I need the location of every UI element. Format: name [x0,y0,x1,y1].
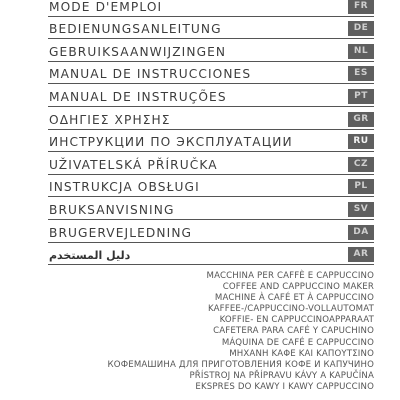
product-name-line: КОФЕМАШИНА ДЛЯ ПРИГОТОВЛЕНИЯ КОФЕ И КАПУЧИНО [107,359,374,370]
language-row-gr [48,107,374,130]
language-title: MANUAL DE INSTRUÇÕES [49,89,227,104]
language-title: دليل المستخدم [49,249,131,263]
language-code-badge: ES [348,66,374,81]
language-title: BRUGERVEJLEDNING [49,225,193,240]
language-row-de [48,17,374,40]
product-name-line: EKSPRES DO KAWY I KAWY CAPPUCCINO [195,381,374,392]
language-code-badge: AR [348,247,374,262]
language-row-da [48,220,374,243]
language-row-ru [48,130,374,153]
product-name-line: KOFFIE- EN CAPPUCCINOAPPARAAT [219,315,374,326]
language-row-cz [48,152,374,175]
product-name-line: KAFFEE-/CAPPUCCINO-VOLLAUTOMAT [207,304,374,315]
product-name-line: ΜΗΧΑΝΗ ΚΑΦΕ ΚΑΙ ΚΑΠΟΥΤΣΙΝΟ [229,348,374,359]
product-name-line: MACHINE À CAFÉ ET À CAPPUCCINO [214,293,374,304]
language-code-badge: DE [348,21,374,36]
language-row-sv [48,197,374,220]
product-name-line: COFFEE AND CAPPUCCINO MAKER [222,282,374,293]
product-name-line: MACCHINA PER CAFFÈ E CAPPUCCINO [206,271,374,281]
language-row-ar [48,243,374,266]
language-title: INSTRUKCJA OBSŁUGI [49,180,200,195]
language-title: ΟΔΗΓΙΕΣ ΧΡΗΣΗΣ [49,112,171,127]
language-title: BRUKSANVISNING [49,202,175,217]
language-code-badge: SV [348,202,374,217]
language-code-badge: GR [348,112,374,127]
language-code-badge: NL [348,44,374,59]
language-code-badge: PL [348,179,374,194]
language-title: ИНСТРУКЦИИ ПО ЭКСПЛУАТАЦИИ [49,135,293,150]
language-code-badge: CZ [348,157,374,172]
product-name-line: PŘÍSTROJ NA PŘÍPRAVU KÁVY A KAPUČÍNA [189,370,374,381]
language-title: MODE D'EMPLOI [49,0,163,14]
language-code-badge: PT [348,89,374,104]
language-row-es [48,62,374,85]
language-row-pt [48,84,374,107]
language-code-badge: RU [348,134,374,149]
language-code-badge: DA [348,225,374,240]
product-name-line: MÁQUINA DE CAFÉ E CAPPUCCINO [221,337,374,348]
language-title: MANUAL DE INSTRUCCIONES [49,67,252,82]
manual-language-list [48,0,374,265]
language-row-fr [48,0,374,17]
language-row-pl [48,175,374,198]
language-row-nl [48,39,374,62]
language-title: UŽIVATELSKÁ PŘÍRUČKA [49,157,218,172]
language-title: GEBRUIKSAANWIJZINGEN [49,44,227,59]
language-title: BEDIENUNGSANLEITUNG [49,22,222,37]
product-name-line: CAFETERA PARA CAFÉ Y CAPUCHINO [213,326,374,337]
product-name-list [108,271,374,393]
language-code-badge: FR [348,0,374,14]
